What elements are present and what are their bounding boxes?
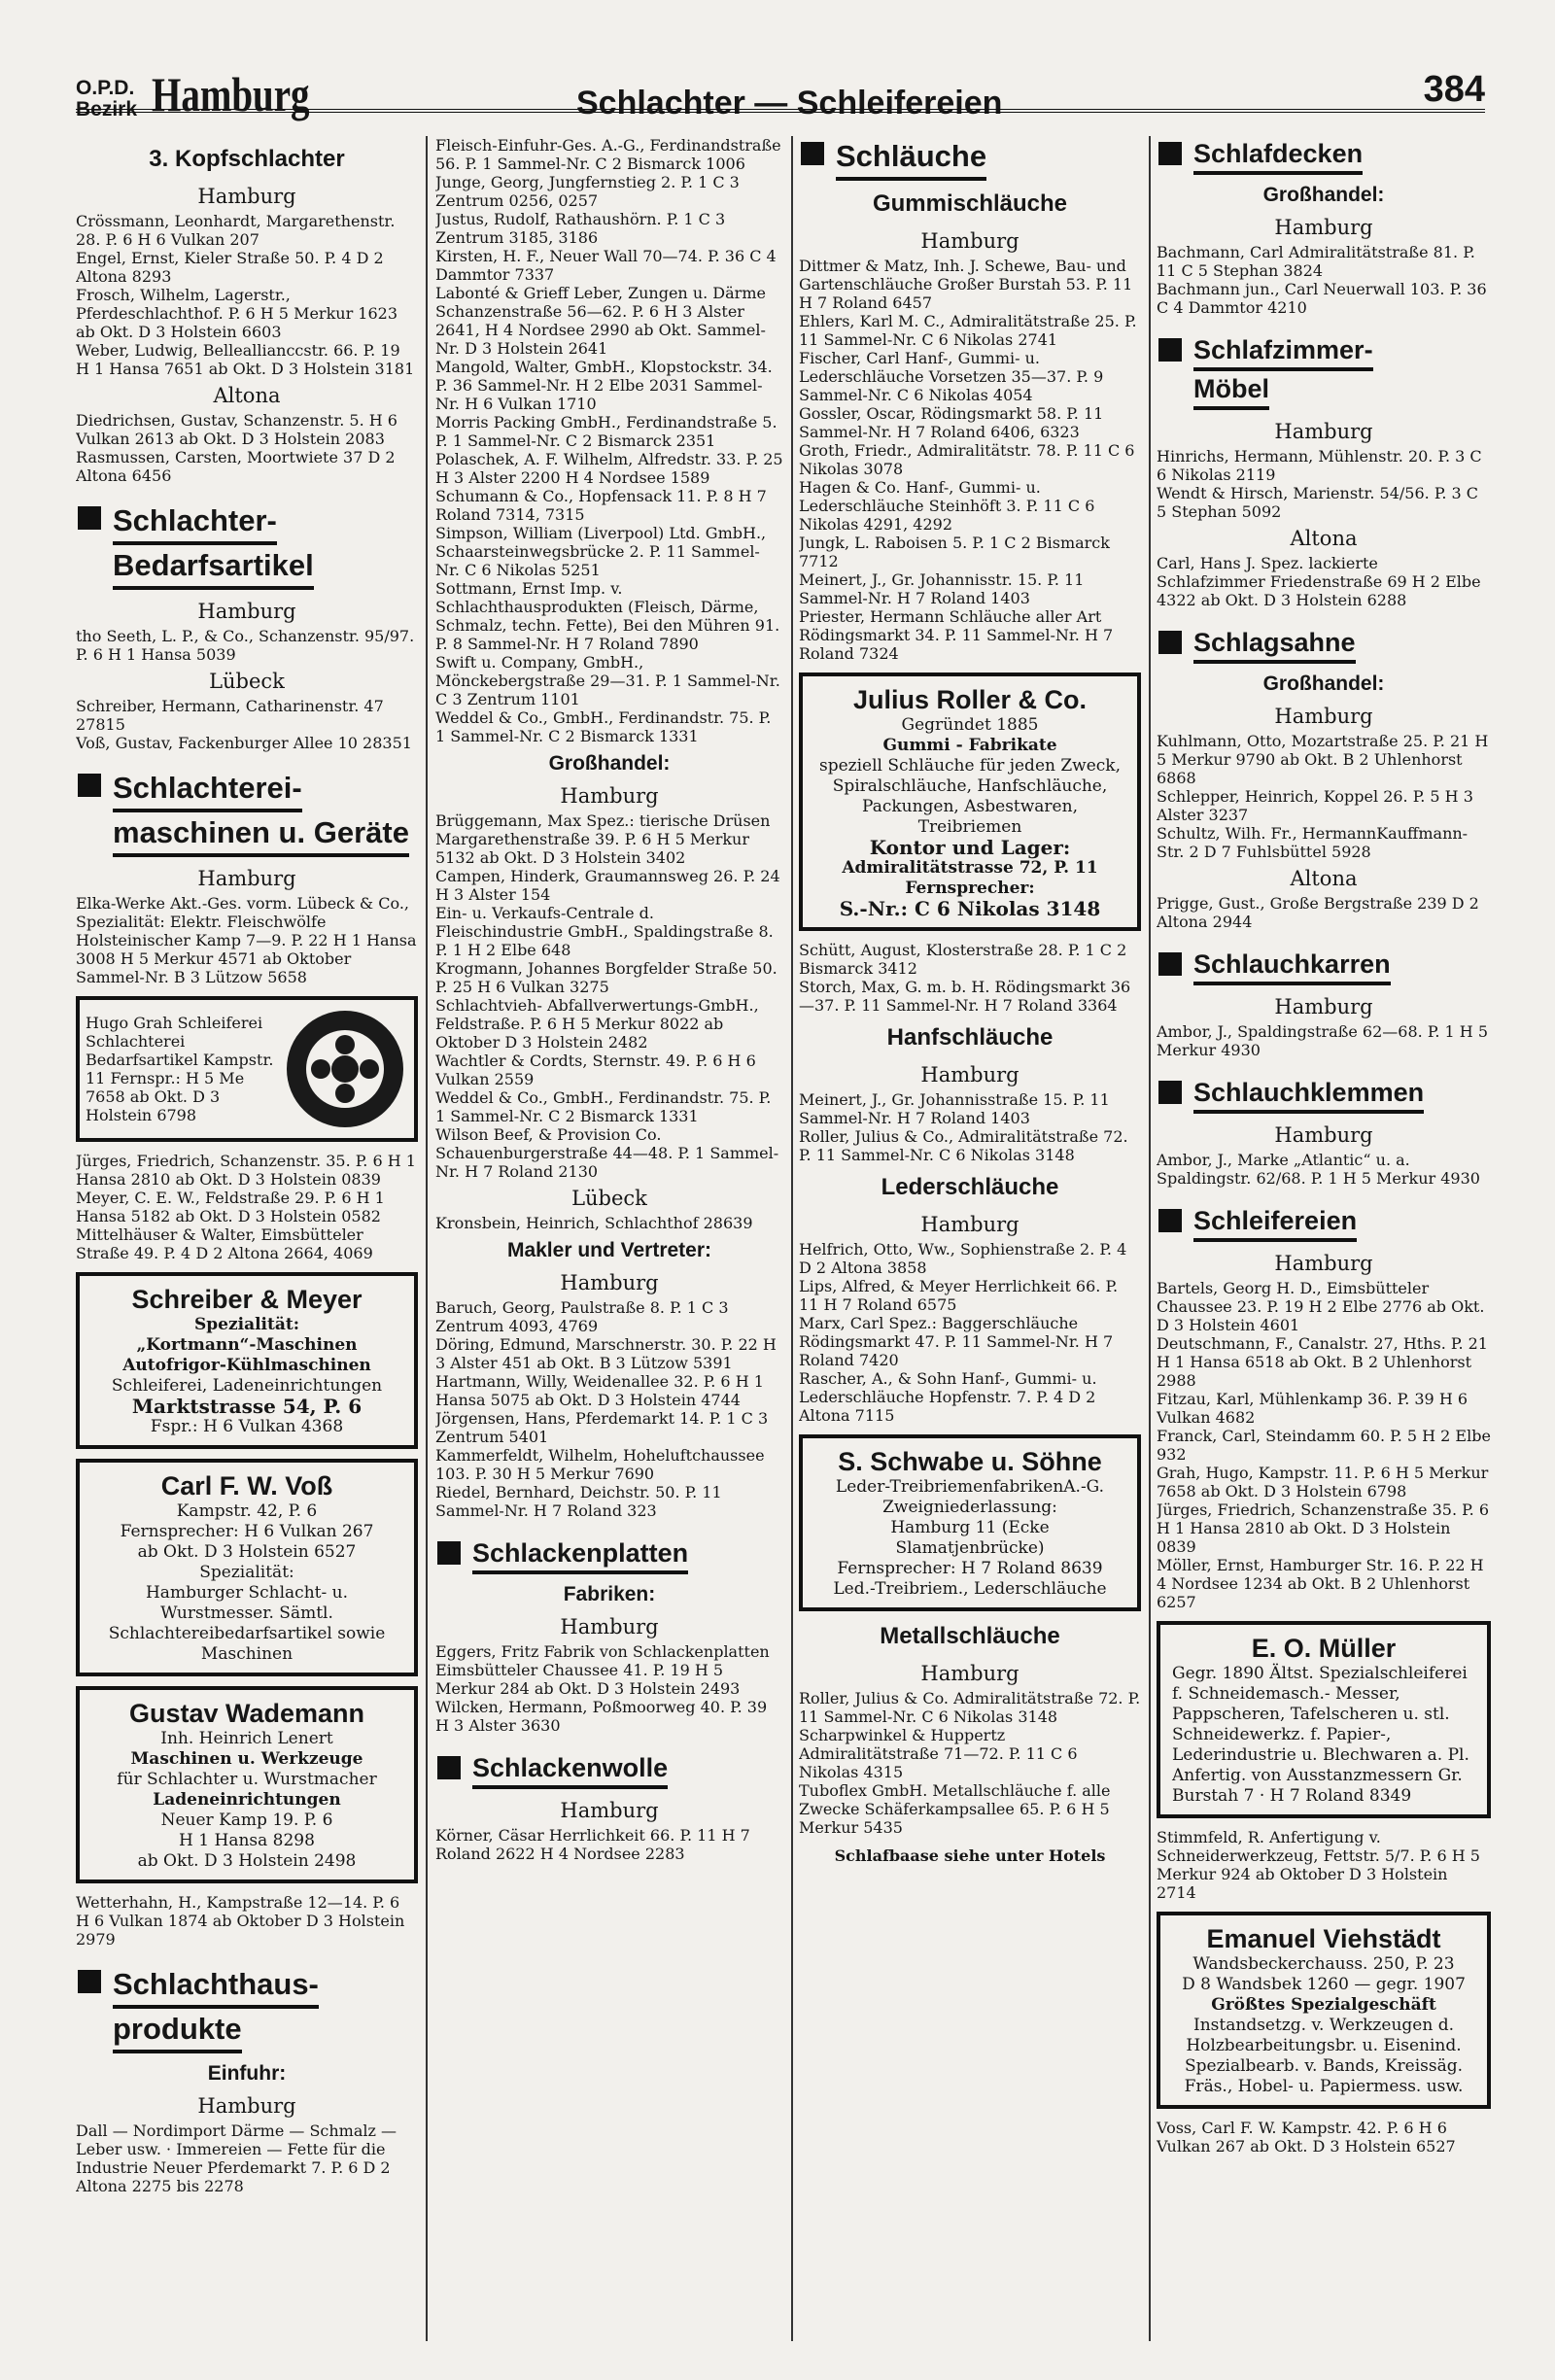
header-rule	[76, 109, 1485, 113]
entry: Diedrichsen, Gustav, Schanzenstr. 5. H 6 Vulkan 2613 ab Okt. D 3 Holstein 2083	[76, 411, 397, 448]
subheading: Einfuhr:	[207, 2062, 287, 2085]
advert-name: Carl F. W. Voß	[160, 1471, 333, 1500]
cross-reference: Schlafbaase siehe unter Hotels	[834, 1846, 1106, 1865]
section-title: Schlachterei-	[113, 768, 302, 812]
entry: Groth, Friedr., Admiralitätstr. 78. P. 11 C 6 Nikolas 3078	[799, 441, 1135, 478]
section-heading	[1157, 625, 1491, 664]
entry: Voß, Gustav, Fackenburger Allee 10 28351	[76, 734, 412, 752]
entry: Wilcken, Hermann, Poßmoorweg 40. P. 39 H 3 Alster 3630	[435, 1698, 768, 1735]
entry: Weber, Ludwig, Belleallianccstr. 66. P. 19 H 1 Hansa 7651 ab Okt. D 3 Holstein 3181	[76, 341, 415, 378]
entry: Elka-Werke Akt.-Ges. vorm. Lübeck & Co., Spezialität: Elektr. Fleischwölfe Holsteinischer Kamp 7—9. P. 22 H 1 Hansa 3008 H 5 Merkur 4571 ab Oktober Sammel-Nr. B 3 Lützow 5658	[76, 894, 417, 986]
advert-line: Led.-Treibriem., Lederschläuche	[833, 1579, 1107, 1599]
section-title: Schlackenplatten	[472, 1535, 688, 1574]
advert-line: Wandsbeckerchauss. 250, P. 23	[1192, 1954, 1455, 1974]
entry: Meinert, J., Gr. Johannisstraße 15. P. 11 Sammel-Nr. H 7 Roland 1403	[799, 1090, 1110, 1127]
entry: Justus, Rudolf, Rathaushörn. P. 1 C 3 Zentrum 3185, 3186	[435, 210, 726, 247]
advert-line: Größtes Spezialgeschäft	[1211, 1995, 1436, 2015]
entry: Kammerfeldt, Wilhelm, Hoheluftchaussee 103. P. 30 H 5 Merkur 7690	[435, 1446, 765, 1483]
district-label	[76, 78, 137, 121]
entry: Campen, Hinderk, Graumannsweg 26. P. 24 H 3 Alster 154	[435, 867, 780, 904]
city-title: Hamburg	[152, 67, 310, 121]
advert-line: Inh. Heinrich Lenert	[160, 1729, 333, 1748]
entry: Voss, Carl F. W. Kampstr. 42. P. 6 H 6 Vulkan 267 ab Okt. D 3 Holstein 6527	[1157, 2119, 1456, 2156]
entry: Fitzau, Karl, Mühlenkamp 36. P. 39 H 6 Vulkan 4682	[1157, 1390, 1469, 1427]
advert-line: Spezialität:	[193, 1315, 300, 1334]
entry: Rascher, A., & Sohn Hanf-, Gummi- u. Lederschläuche Hopfenstr. 7. P. 4 D 2 Altona 7115	[799, 1369, 1097, 1425]
entry: Frosch, Wilhelm, Lagerstr., Pferdeschlachthof. P. 6 H 5 Merkur 1623 ab Okt. D 3 Holstein 6603	[76, 286, 398, 341]
entry: Schreiber, Hermann, Catharinenstr. 47 27815	[76, 697, 384, 734]
entry: Tuboflex GmbH. Metallschläuche f. alle Zwecke Schäferkampsallee 65. P. 6 H 5 Merkur 5435	[799, 1781, 1111, 1837]
entry: Meinert, J., Gr. Johannisstr. 15. P. 11 Sammel-Nr. H 7 Roland 1403	[799, 570, 1085, 607]
advert-line: speziell Schläuche für jeden Zweck, Spiralschläuche, Hanfschläuche, Packungen, Asbestwaren, Treibriemen	[818, 756, 1122, 837]
entry: Fleisch-Einfuhr-Ges. A.-G., Ferdinandstraße 56. P. 1 Sammel-Nr. C 2 Bismarck 1006	[435, 136, 781, 173]
place-heading: Hamburg	[1274, 216, 1373, 239]
entry: Labonté & Grieff Leber, Zungen u. Därme Schanzenstraße 56—62. P. 6 H 3 Alster 2641, H 4 Nordsee 2990 ab Okt. Sammel-Nr. D 3 Holstein 2641	[435, 284, 766, 358]
place-heading: Hamburg	[1274, 1252, 1373, 1275]
advert-name: Julius Roller & Co.	[852, 685, 1088, 714]
section-title: Schlafdecken	[1193, 136, 1363, 175]
entry: Polaschek, A. F. Wilhelm, Alfredstr. 33. P. 25 H 3 Alster 2200 H 4 Nordsee 1589	[435, 450, 783, 487]
entry: Riedel, Bernhard, Deichstr. 50. P. 11 Sammel-Nr. H 7 Roland 323	[435, 1483, 722, 1520]
entry: Kronsbein, Heinrich, Schlachthof 28639	[435, 1214, 753, 1232]
page-header	[76, 64, 1485, 132]
place-heading: Hamburg	[920, 229, 1019, 253]
entry: Weddel & Co., GmbH., Ferdinandstr. 75. P. 1 Sammel-Nr. C 2 Bismarck 1331	[435, 708, 772, 745]
entry: Schultz, Wilh. Fr., HermannKauffmann-Str. 2 D 7 Fuhlsbüttel 5928	[1157, 824, 1469, 861]
entry: Grah, Hugo, Kampstr. 11. P. 6 H 5 Merkur 7658 ab Okt. D 3 Holstein 6798	[1157, 1464, 1489, 1500]
entry: Stimmfeld, R. Anfertigung v. Schneiderwerkzeug, Fettstr. 5/7. P. 6 H 5 Merkur 924 ab Oktober D 3 Holstein 2714	[1157, 1828, 1480, 1902]
opd-text: O.P.D.	[76, 77, 135, 99]
entry: Gossler, Oscar, Rödingsmarkt 58. P. 11 Sammel-Nr. H 7 Roland 6406, 6323	[799, 404, 1104, 441]
place-heading: Hamburg	[197, 185, 296, 208]
section-heading	[435, 1535, 783, 1574]
place-heading: Altona	[1290, 527, 1358, 550]
subheading: Lederschläuche	[881, 1174, 1059, 1200]
entry: Crössmann, Leonhardt, Margarethenstr. 28. P. 6 H 6 Vulkan 207	[76, 212, 396, 249]
place-heading: Hamburg	[560, 1271, 659, 1294]
entry: Helfrich, Otto, Ww., Sophienstraße 2. P. 4 D 2 Altona 3858	[799, 1240, 1127, 1277]
section-heading	[1157, 1075, 1491, 1114]
advert-line: Autofrigor-Kühlmaschinen	[122, 1356, 371, 1375]
place-heading: Lübeck	[209, 670, 285, 693]
entry: Wachtler & Cordts, Sternstr. 49. P. 6 H 6 Vulkan 2559	[435, 1052, 756, 1088]
entry: Mittelhäuser & Walter, Eimsbütteler Straße 49. P. 4 D 2 Altona 2664, 4069	[76, 1225, 373, 1262]
entry: Ehlers, Karl M. C., Admiralitätstraße 25. P. 11 Sammel-Nr. C 6 Nikolas 2741	[799, 312, 1137, 349]
entry: Döring, Edmund, Marschnerstr. 30. P. 22 H 3 Alster 451 ab Okt. B 3 Lützow 5391	[435, 1335, 777, 1372]
column-2	[435, 136, 783, 2341]
place-heading: Hamburg	[560, 1799, 659, 1822]
entry: Roller, Julius & Co. Admiralitätstraße 72. P. 11 Sammel-Nr. C 6 Nikolas 3148	[799, 1689, 1141, 1726]
place-heading: Hamburg	[920, 1063, 1019, 1087]
page-title: Schlachter — Schleifereien	[576, 85, 1003, 121]
subheading: Fabriken:	[563, 1583, 656, 1605]
entry: Jörgensen, Hans, Pferdemarkt 14. P. 1 C 3 Zentrum 5401	[435, 1409, 769, 1446]
entry: Junge, Georg, Jungfernstieg 2. P. 1 C 3 Zentrum 0256, 0257	[435, 173, 740, 210]
square-bullet-icon	[78, 506, 101, 530]
section-title: produkte	[113, 2009, 242, 2053]
advert-line: Maschinen u. Werkzeuge	[130, 1749, 363, 1769]
place-heading: Hamburg	[197, 600, 296, 623]
entry: Marx, Carl Spez.: Baggerschläuche Rödingsmarkt 47. P. 11 Sammel-Nr. H 7 Roland 7420	[799, 1314, 1114, 1369]
square-bullet-icon	[78, 774, 101, 797]
advert-line: ab Okt. D 3 Holstein 2498	[137, 1851, 357, 1871]
advert-mueller	[1157, 1621, 1491, 1818]
entry: Schlachtvieh- Abfallverwertungs-GmbH., Feldstraße. P. 6 H 5 Merkur 8022 ab Oktober D 3 Holstein 2482	[435, 996, 759, 1052]
subheading: Gummischläuche	[872, 190, 1068, 217]
square-bullet-icon	[1158, 952, 1182, 976]
entry: Jürges, Friedrich, Schanzenstr. 35. P. 6 H 1 Hansa 2810 ab Okt. D 3 Holstein 0839	[76, 1152, 416, 1189]
entry: Ambor, J., Spaldingstraße 62—68. P. 1 H 5 Merkur 4930	[1157, 1022, 1488, 1059]
square-bullet-icon	[437, 1541, 461, 1565]
entry: Hartmann, Willy, Weidenallee 32. P. 6 H 1 Hansa 5075 ab Okt. D 3 Holstein 4744	[435, 1372, 764, 1409]
entry: Prigge, Gust., Große Bergstraße 239 D 2 Altona 2944	[1157, 894, 1479, 931]
entry: Wetterhahn, H., Kampstraße 12—14. P. 6 H 6 Vulkan 1874 ab Oktober D 3 Holstein 2979	[76, 1893, 405, 1949]
section-title: Schlauchklemmen	[1193, 1075, 1424, 1114]
entry: Bachmann jun., Carl Neuerwall 103. P. 36 C 4 Dammtor 4210	[1157, 280, 1487, 317]
square-bullet-icon	[1158, 142, 1182, 165]
advert-line: Gegr. 1890 Ältst. Spezialschleiferei f. Schneidemasch.- Messer, Pappscheren, Tafelscheren u. stl. Schneidewerkz. f. Papier-, Lederindustrie u. Blechwaren a. Pl. Anfertig. von Ausstanzmessern Gr. Burstah 7 · H 7 Roland 8349	[1172, 1664, 1469, 1806]
section-title: 3. Kopfschlachter	[149, 146, 345, 172]
entry: Weddel & Co., GmbH., Ferdinandstr. 75. P. 1 Sammel-Nr. C 2 Bismarck 1331	[435, 1088, 772, 1125]
place-heading: Hamburg	[1274, 705, 1373, 728]
place-heading: Hamburg	[920, 1213, 1019, 1236]
place-heading: Hamburg	[920, 1662, 1019, 1685]
entry: Morris Packing GmbH., Ferdinandstraße 5. P. 1 Sammel-Nr. C 2 Bismarck 2351	[435, 413, 778, 450]
entry: Jungk, L. Raboisen 5. P. 1 C 2 Bismarck 7712	[799, 534, 1110, 570]
advert-line: Fernsprecher: H 7 Roland 8639	[837, 1559, 1103, 1578]
advert-schreiber-meyer	[76, 1272, 418, 1449]
section-title: Schlagsahne	[1193, 625, 1356, 664]
entry: Storch, Max, G. m. b. H. Rödingsmarkt 36—37. P. 11 Sammel-Nr. H 7 Roland 3364	[799, 978, 1131, 1015]
entry: Roller, Julius & Co., Admiralitätstraße 72. P. 11 Sammel-Nr. C 6 Nikolas 3148	[799, 1127, 1128, 1164]
entry: Möller, Ernst, Hamburger Str. 16. P. 22 H 4 Nordsee 1234 ab Okt. B 2 Uhlenhorst 6257	[1157, 1556, 1484, 1611]
entry: Ein- u. Verkaufs-Centrale d. Fleischindustrie GmbH., Spaldingstraße 8. P. 1 H 2 Elbe 648	[435, 904, 774, 959]
place-heading: Hamburg	[1274, 420, 1373, 443]
entry: Schlepper, Heinrich, Koppel 26. P. 5 H 3 Alster 3237	[1157, 787, 1473, 824]
section-heading	[1157, 136, 1491, 175]
subheading: Hanfschläuche	[886, 1024, 1054, 1051]
advert-line: Leder-TreibriemenfabrikenA.-G.	[835, 1477, 1105, 1497]
entry: Deutschmann, F., Canalstr. 27, Hths. P. 21 H 1 Hansa 6518 ab Okt. B 2 Uhlenhorst 2988	[1157, 1334, 1488, 1390]
advert-line: Spezialität:	[199, 1563, 294, 1582]
section-heading	[76, 500, 418, 590]
page-number: 384	[1423, 69, 1485, 110]
advert-line: Hamburger Schlacht- u. Wurstmesser. Sämtl. Schlachtereibedarfsartikel sowie Maschinen	[108, 1583, 386, 1664]
column-divider	[791, 136, 793, 2341]
entry: Jürges, Friedrich, Schanzenstraße 35. P. 6 H 1 Hansa 2810 ab Okt. D 3 Holstein 0839	[1157, 1500, 1489, 1556]
entry: Ambor, J., Marke „Atlantic“ u. a. Spaldingstr. 62/68. P. 1 H 5 Merkur 4930	[1157, 1151, 1480, 1188]
section-title: Schlachter-	[113, 500, 277, 545]
square-bullet-icon	[78, 1970, 101, 1993]
advert-text: Hugo Grah Schleiferei Schlachterei Bedarfsartikel Kampstr. 11 Fernspr.: H 5 Me 7658 ab Okt. D 3 Holstein 6798	[86, 1014, 274, 1124]
advert-name: S. Schwabe u. Söhne	[838, 1447, 1102, 1476]
section-title: Schlackenwolle	[472, 1750, 668, 1789]
section-title: Bedarfsartikel	[113, 545, 314, 590]
advert-grah	[76, 996, 418, 1142]
entry: tho Seeth, L. P., & Co., Schanzenstr. 95/97. P. 6 H 1 Hansa 5039	[76, 627, 415, 664]
entry: Priester, Hermann Schläuche aller Art Rödingsmarkt 34. P. 11 Sammel-Nr. H 7 Roland 7324	[799, 607, 1114, 663]
square-bullet-icon	[1158, 1081, 1182, 1104]
entry: Bartels, Georg H. D., Eimsbütteler Chaussee 23. P. 19 H 2 Elbe 2776 ab Okt. D 3 Holstein 4601	[1157, 1279, 1485, 1334]
place-heading: Hamburg	[560, 784, 659, 808]
advert-line: Fspr.: H 6 Vulkan 4368	[150, 1417, 344, 1436]
subheading: Makler und Vertreter:	[506, 1239, 712, 1261]
advert-line: Gummi - Fabrikate	[882, 736, 1057, 755]
advert-wademann	[76, 1686, 418, 1883]
entry: Swift u. Company, GmbH., Mönckebergstraße 29—31. P. 1 Sammel-Nr. C 3 Zentrum 1101	[435, 653, 780, 708]
entry: Schütt, August, Klosterstraße 28. P. 1 C 2 Bismarck 3412	[799, 941, 1127, 978]
entry: Sottmann, Ernst Imp. v. Schlachthausprodukten (Fleisch, Därme, Schmalz, techn. Fette), Bei den Mühren 91. P. 8 Sammel-Nr. H 7 Roland 7890	[435, 579, 780, 653]
place-heading: Altona	[1290, 867, 1358, 890]
entry: Meyer, C. E. W., Feldstraße 29. P. 6 H 1 Hansa 5182 ab Okt. D 3 Holstein 0582	[76, 1189, 385, 1225]
column-divider	[426, 136, 428, 2341]
subheading: Metallschläuche	[880, 1623, 1060, 1649]
place-heading: Hamburg	[197, 2094, 296, 2118]
place-heading: Hamburg	[1274, 995, 1373, 1018]
entry: Hagen & Co. Hanf-, Gummi- u. Lederschläuche Steinhöft 3. P. 11 C 6 Nikolas 4291, 4292	[799, 478, 1095, 534]
subheading: Großhandel:	[548, 752, 671, 775]
advert-line: S.-Nr.: C 6 Nikolas 3148	[839, 897, 1101, 920]
entry: Dittmer & Matz, Inh. J. Schewe, Bau- und Gartenschläuche Großer Burstah 53. P. 11 H 7 Roland 6457	[799, 257, 1133, 312]
column-3	[799, 136, 1141, 2341]
column-divider	[1149, 136, 1151, 2341]
advert-line: Fernsprecher:	[905, 879, 1035, 898]
advert-julius-roller	[799, 673, 1141, 931]
entry: Dall — Nordimport Därme — Schmalz — Leber usw. · Immereien — Fette für die Industrie Neuer Pferdemarkt 7. P. 6 D 2 Altona 2275 bis 2278	[76, 2121, 397, 2195]
advert-name: Gustav Wademann	[128, 1699, 365, 1728]
square-bullet-icon	[1158, 1209, 1182, 1232]
advert-line: Fernsprecher: H 6 Vulkan 267	[120, 1522, 374, 1541]
advert-line: Marktstrasse 54, P. 6	[131, 1395, 363, 1418]
grinding-wheel-icon	[282, 1006, 408, 1132]
entry: Rasmussen, Carsten, Moortwiete 37 D 2 Altona 6456	[76, 448, 396, 485]
section-title: maschinen u. Geräte	[113, 812, 409, 857]
advert-line: Kontor und Lager:	[869, 836, 1071, 859]
entry: Hinrichs, Hermann, Mühlenstr. 20. P. 3 C 6 Nikolas 2119	[1157, 447, 1482, 484]
advert-line: D 8 Wandsbek 1260 — gegr. 1907	[1182, 1975, 1466, 1994]
advert-line: Instandsetzg. v. Werkzeugen d. Holzbearbeitungsbr. u. Eisenind. Spezialbearb. v. Bands, Kreissäg. Fräs., Hobel- u. Papiermess. usw.	[1184, 2016, 1464, 2096]
section-title: Schläuche	[836, 136, 986, 181]
advert-schwabe	[799, 1434, 1141, 1611]
advert-line: Admiralitätstrasse 72, P. 11	[842, 858, 1098, 878]
advert-line: Kampstr. 42, P. 6	[176, 1501, 318, 1521]
entry: Carl, Hans J. Spez. lackierte Schlafzimmer Friedenstraße 69 H 2 Elbe 4322 ab Okt. D 3 Holstein 6288	[1157, 554, 1481, 609]
section-title: Möbel	[1193, 371, 1269, 410]
entry: Engel, Ernst, Kieler Straße 50. P. 4 D 2 Altona 8293	[76, 249, 384, 286]
advert-viehstaedt	[1157, 1912, 1491, 2109]
subheading: Großhandel:	[1262, 184, 1385, 206]
entry: Bachmann, Carl Admiralitätstraße 81. P. 11 C 5 Stephan 3824	[1157, 243, 1475, 280]
advert-name: Emanuel Viehstädt	[1206, 1924, 1441, 1953]
entry: Schumann & Co., Hopfensack 11. P. 8 H 7 Roland 7314, 7315	[435, 487, 767, 524]
section-heading	[1157, 1203, 1491, 1242]
place-heading: Altona	[213, 384, 281, 407]
advert-line: H 1 Hansa 8298	[179, 1831, 315, 1850]
section-heading	[76, 1964, 418, 2053]
entry: Scharpwinkel & Huppertz Admiralitätstraße 71—72. P. 11 C 6 Nikolas 4315	[799, 1726, 1078, 1781]
section-heading	[1157, 947, 1491, 985]
advert-line: Neuer Kamp 19. P. 6	[160, 1811, 333, 1830]
advert-line: Gegründet 1885	[901, 715, 1039, 735]
entry: Krogmann, Johannes Borgfelder Straße 50. P. 25 H 6 Vulkan 3275	[435, 959, 778, 996]
square-bullet-icon	[437, 1756, 461, 1779]
section-title: Schlachthaus-	[113, 1964, 319, 2009]
section-heading	[76, 768, 418, 857]
entry: Kirsten, H. F., Neuer Wall 70—74. P. 36 C 4 Dammtor 7337	[435, 247, 777, 284]
entry: Wendt & Hirsch, Marienstr. 54/56. P. 3 C 5 Stephan 5092	[1157, 484, 1479, 521]
advert-line: „Kortmann“-Maschinen	[136, 1335, 358, 1355]
entry: Brüggemann, Max Spez.: tierische Drüsen Margarethenstraße 39. P. 6 H 5 Merkur 5132 ab Okt. D 3 Holstein 3402	[435, 811, 771, 867]
section-title: Schlafzimmer-	[1193, 332, 1373, 371]
place-heading: Hamburg	[1274, 1123, 1373, 1147]
entry: Mangold, Walter, GmbH., Klopstockstr. 34. P. 36 Sammel-Nr. H 2 Elbe 2031 Sammel-Nr. H 6 Vulkan 1710	[435, 358, 773, 413]
section-heading	[435, 1750, 783, 1789]
place-heading: Hamburg	[197, 867, 296, 890]
entry: Baruch, Georg, Paulstraße 8. P. 1 C 3 Zentrum 4093, 4769	[435, 1298, 729, 1335]
column-4	[1157, 136, 1491, 2341]
advert-line: für Schlachter u. Wurstmacher	[117, 1770, 377, 1789]
entry: Körner, Cäsar Herrlichkeit 66. P. 11 H 7 Roland 2622 H 4 Nordsee 2283	[435, 1826, 750, 1863]
advert-line: Zweigniederlassung:	[882, 1498, 1057, 1517]
section-title: Schleifereien	[1193, 1203, 1357, 1242]
subheading: Großhandel:	[1262, 673, 1385, 695]
square-bullet-icon	[1158, 338, 1182, 362]
place-heading: Hamburg	[560, 1615, 659, 1638]
entry: Lips, Alfred, & Meyer Herrlichkeit 66. P. 11 H 7 Roland 6575	[799, 1277, 1119, 1314]
section-heading	[799, 136, 1141, 181]
square-bullet-icon	[801, 142, 824, 165]
place-heading: Lübeck	[571, 1187, 647, 1210]
section-heading	[1157, 332, 1491, 410]
entry: Simpson, William (Liverpool) Ltd. GmbH., Schaarsteinwegsbrücke 2. P. 11 Sammel-Nr. C 6 Nikolas 5251	[435, 524, 767, 579]
entry: Eggers, Fritz Fabrik von Schlackenplatten Eimsbütteler Chaussee 41. P. 19 H 5 Merkur 284 ab Okt. D 3 Holstein 2493	[435, 1642, 770, 1698]
advert-line: Schleiferei, Ladeneinrichtungen	[111, 1376, 383, 1396]
advert-line: Hamburg 11 (Ecke Slamatjenbrücke)	[890, 1518, 1050, 1558]
advert-name: Schreiber & Meyer	[131, 1285, 363, 1314]
entry: Wilson Beef, & Provision Co. Schauenburgerstraße 44—48. P. 1 Sammel-Nr. H 7 Roland 2130	[435, 1125, 779, 1181]
advert-line: Ladeneinrichtungen	[153, 1790, 341, 1810]
advert-voss	[76, 1459, 418, 1676]
entry: Franck, Carl, Steindamm 60. P. 5 H 2 Elbe 932	[1157, 1427, 1491, 1464]
square-bullet-icon	[1158, 631, 1182, 654]
section-title: Schlauchkarren	[1193, 947, 1391, 985]
entry: Kuhlmann, Otto, Mozartstraße 25. P. 21 H 5 Merkur 9790 ab Okt. B 2 Uhlenhorst 6868	[1157, 732, 1489, 787]
entry: Fischer, Carl Hanf-, Gummi- u. Lederschläuche Vorsetzen 35—37. P. 9 Sammel-Nr. C 6 Nikolas 4054	[799, 349, 1104, 404]
bezirk-text: Bezirk	[76, 98, 138, 121]
column-1	[76, 136, 418, 2341]
advert-name: E. O. Müller	[1251, 1634, 1397, 1663]
advert-line: ab Okt. D 3 Holstein 6527	[137, 1542, 357, 1562]
